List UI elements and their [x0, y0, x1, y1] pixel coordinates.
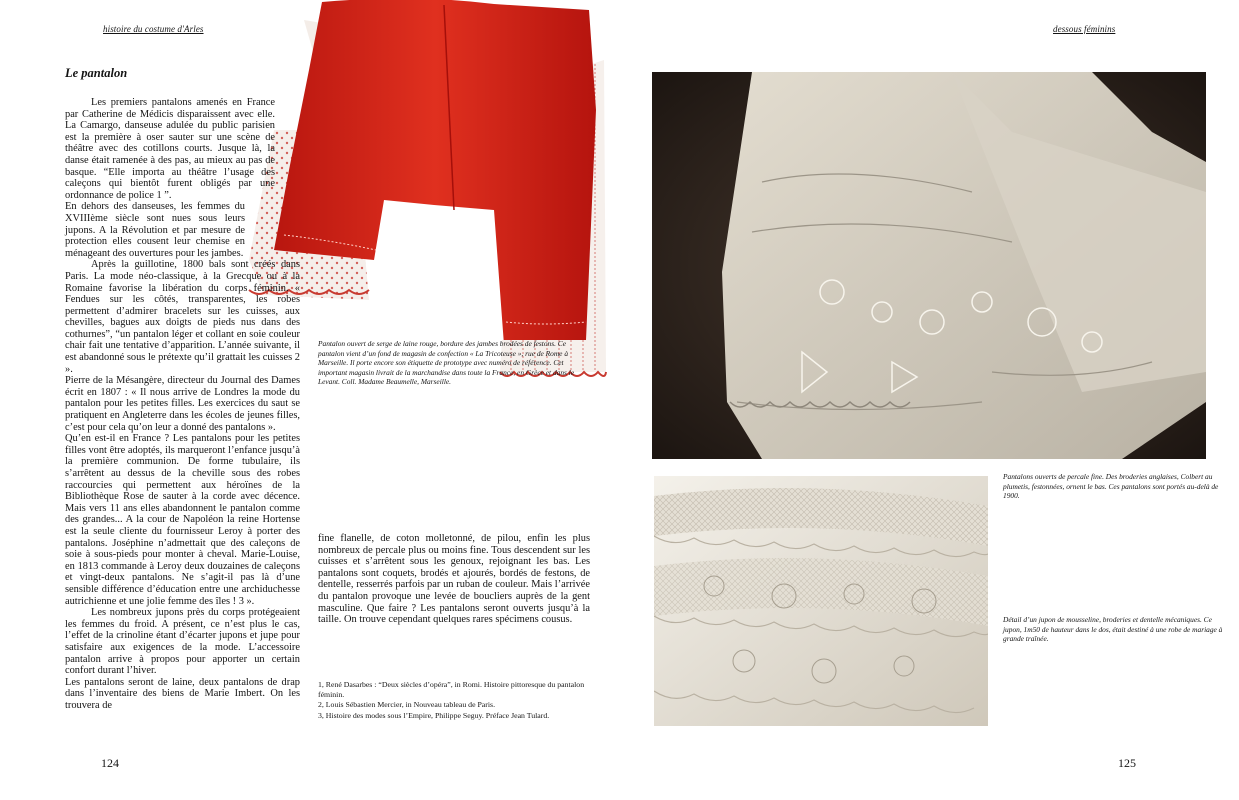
- footnote: 3, Histoire des modes sous l’Empire, Philippe Seguy. Préface Jean Tulard.: [318, 710, 550, 720]
- footnote: 2, Louis Sébastien Mercier, in Nouveau tableau de Paris.: [318, 700, 496, 710]
- page-number-right: 125: [1118, 756, 1136, 770]
- footnote: 1, René Dasarbes : “Deux siècles d’opéra”, in Romi. Histoire pittoresque du pantalon féminin.: [318, 680, 585, 700]
- photo-caption-left: Pantalon ouvert de serge de laine rouge, bordure des jambes brodées de festons. Ce pantalon vient d’un fond de magasin de confection « La Tricoteuse », rue de Rome à Marseille. Il porte encore son étiquette de prototype avec numéro de référence. Cet important magasin livrait de la marchandise dans toute la France, en Grèce et dans le Levant. Coll. Madame Beaumelle, Marseille.: [318, 339, 575, 387]
- paragraph: Qu’en est-il en France ? Les pantalons pour les petites filles vont être adoptés, ils marqueront l’enfance jusqu’à la première communion. De forme tubulaire, ils s’arrêtent au dessus de la cheville sous des robes raccourcies qui permettent aux héroïnes de la Bibliothèque Rose de sauter à la corde avec décence. Mais vers 11 ans elles abandonnent le pantalon comme des grandes... A la cour de Napoléon la reine Hortense est la seule cliente du fournisseur Leroy à porter des pantalons. Joséphine n’admettait que des caleçons de soie à sous-pieds pour monter à cheval. Marie-Louise, en 1813 commande à Leroy deux douzaines de caleçons et vingt-deux pantalons. Ne s’agit-il pas là d’une sensible différence d’éducation entre une archiduchesse autrichienne et une jolie femme des îles ! 3 ».: [65, 433, 300, 607]
- paragraph: Les nombreux jupons près du corps protégeaient les femmes du froid. A présent, ce n’est plus le cas, l’effet de la crinoline étant d’écarter jupons et jupe pour satisfaire aux exigences de la mode. L’accessoire pantalon arrive à propos pour apporter un certain confort durant l’hiver.: [65, 607, 300, 677]
- footnotes: [318, 680, 590, 721]
- running-head-right: dessous féminins: [1053, 24, 1116, 34]
- paragraph: En dehors des danseuses, les femmes du XVIIIème siècle sont nues sous leurs jupons. A la Révolution et par mesure de protection elles cousent leur chemise en ménageant des ouvertures pour les jambes.: [65, 201, 245, 259]
- paragraph: Pierre de la Mésangère, directeur du Journal des Dames écrit en 1807 : « Il nous arrive de Londres la mode du pantalon pour les petites filles. Les exercices du saut se pratiquent en Angleterre dans les écoles de jeunes filles, c’est pour cela qu’on leur a donné des pantalons ».: [65, 375, 300, 433]
- white-pantalons-photo: [652, 72, 1206, 459]
- paragraph: Les pantalons seront de laine, deux pantalons de drap dans l’inventaire des biens de Marie Imbert. On les trouvera de: [65, 676, 300, 711]
- left-page: [0, 0, 619, 800]
- paragraph: Les premiers pantalons amenés en France par Catherine de Médicis disparaissent avec elle. La Camargo, danseuse adulée du public parisien est la première à oser sauter sur une scène de théâtre avec des cotillons courts. Jusque là, la danse était ramenée à des pas, au mieux au pas de basque. “Elle importa au théâtre l’usage des caleçons qui bientôt furent obligés par une ordonnance de police 1 ”.: [65, 97, 275, 201]
- page-number-left: 124: [101, 756, 119, 770]
- photo-caption-bottom: Détail d’un jupon de mousseline, broderies et dentelle mécaniques. Ce jupon, 1m50 de hauteur dans le dos, était destiné à une robe de mariage à grande traînée.: [1003, 615, 1223, 644]
- body-column-1: [65, 97, 300, 711]
- paragraph: Après la guillotine, 1800 bals sont créés dans Paris. La mode néo-classique, à la Grecque ou à la Romaine favorise la libération du corps féminin. « Fendues sur les côtés, transparentes, les robes permettent d’admirer bracelets sur les cuisses, aux chevilles, bagues aux doigts de pieds nus dans des cothurnes”, “un pantalon léger et collant en soie couleur chair fait une tentative d’apparition. L’année suivante, il est abandonné sous le prétexte qu’il grattait les cuisses 2 ».: [65, 259, 300, 375]
- section-title: Le pantalon: [65, 66, 128, 80]
- body-column-2: fine flanelle, de coton molletonné, de pilou, enfin les plus nombreux de percale plus ou moins fine. Tous descendent sur les cuisses et s’arrêtent sous les genoux, rejoignant les bas. Les pantalons sont coquets, brodés et ajourés, bordés de festons, de dentelle, resserrés parfois par un ruban de couleur. Mais l’arrivée du pantalon provoque une levée de boucliers auprès de la gent masculine. Que faire ? Les pantalons seront ouverts jusqu’à la taille. On trouve cependant quelques rares spécimens cousus.: [318, 533, 590, 626]
- running-head-left: histoire du costume d'Arles: [103, 24, 204, 34]
- lace-petticoat-photo: [654, 476, 988, 726]
- right-page: [620, 0, 1239, 800]
- photo-caption-top: Pantalons ouverts de percale fine. Des broderies anglaises, Colbert au plumetis, festonnées, ornent le bas. Ces pantalons sont portés au-delà de 1900.: [1003, 472, 1219, 501]
